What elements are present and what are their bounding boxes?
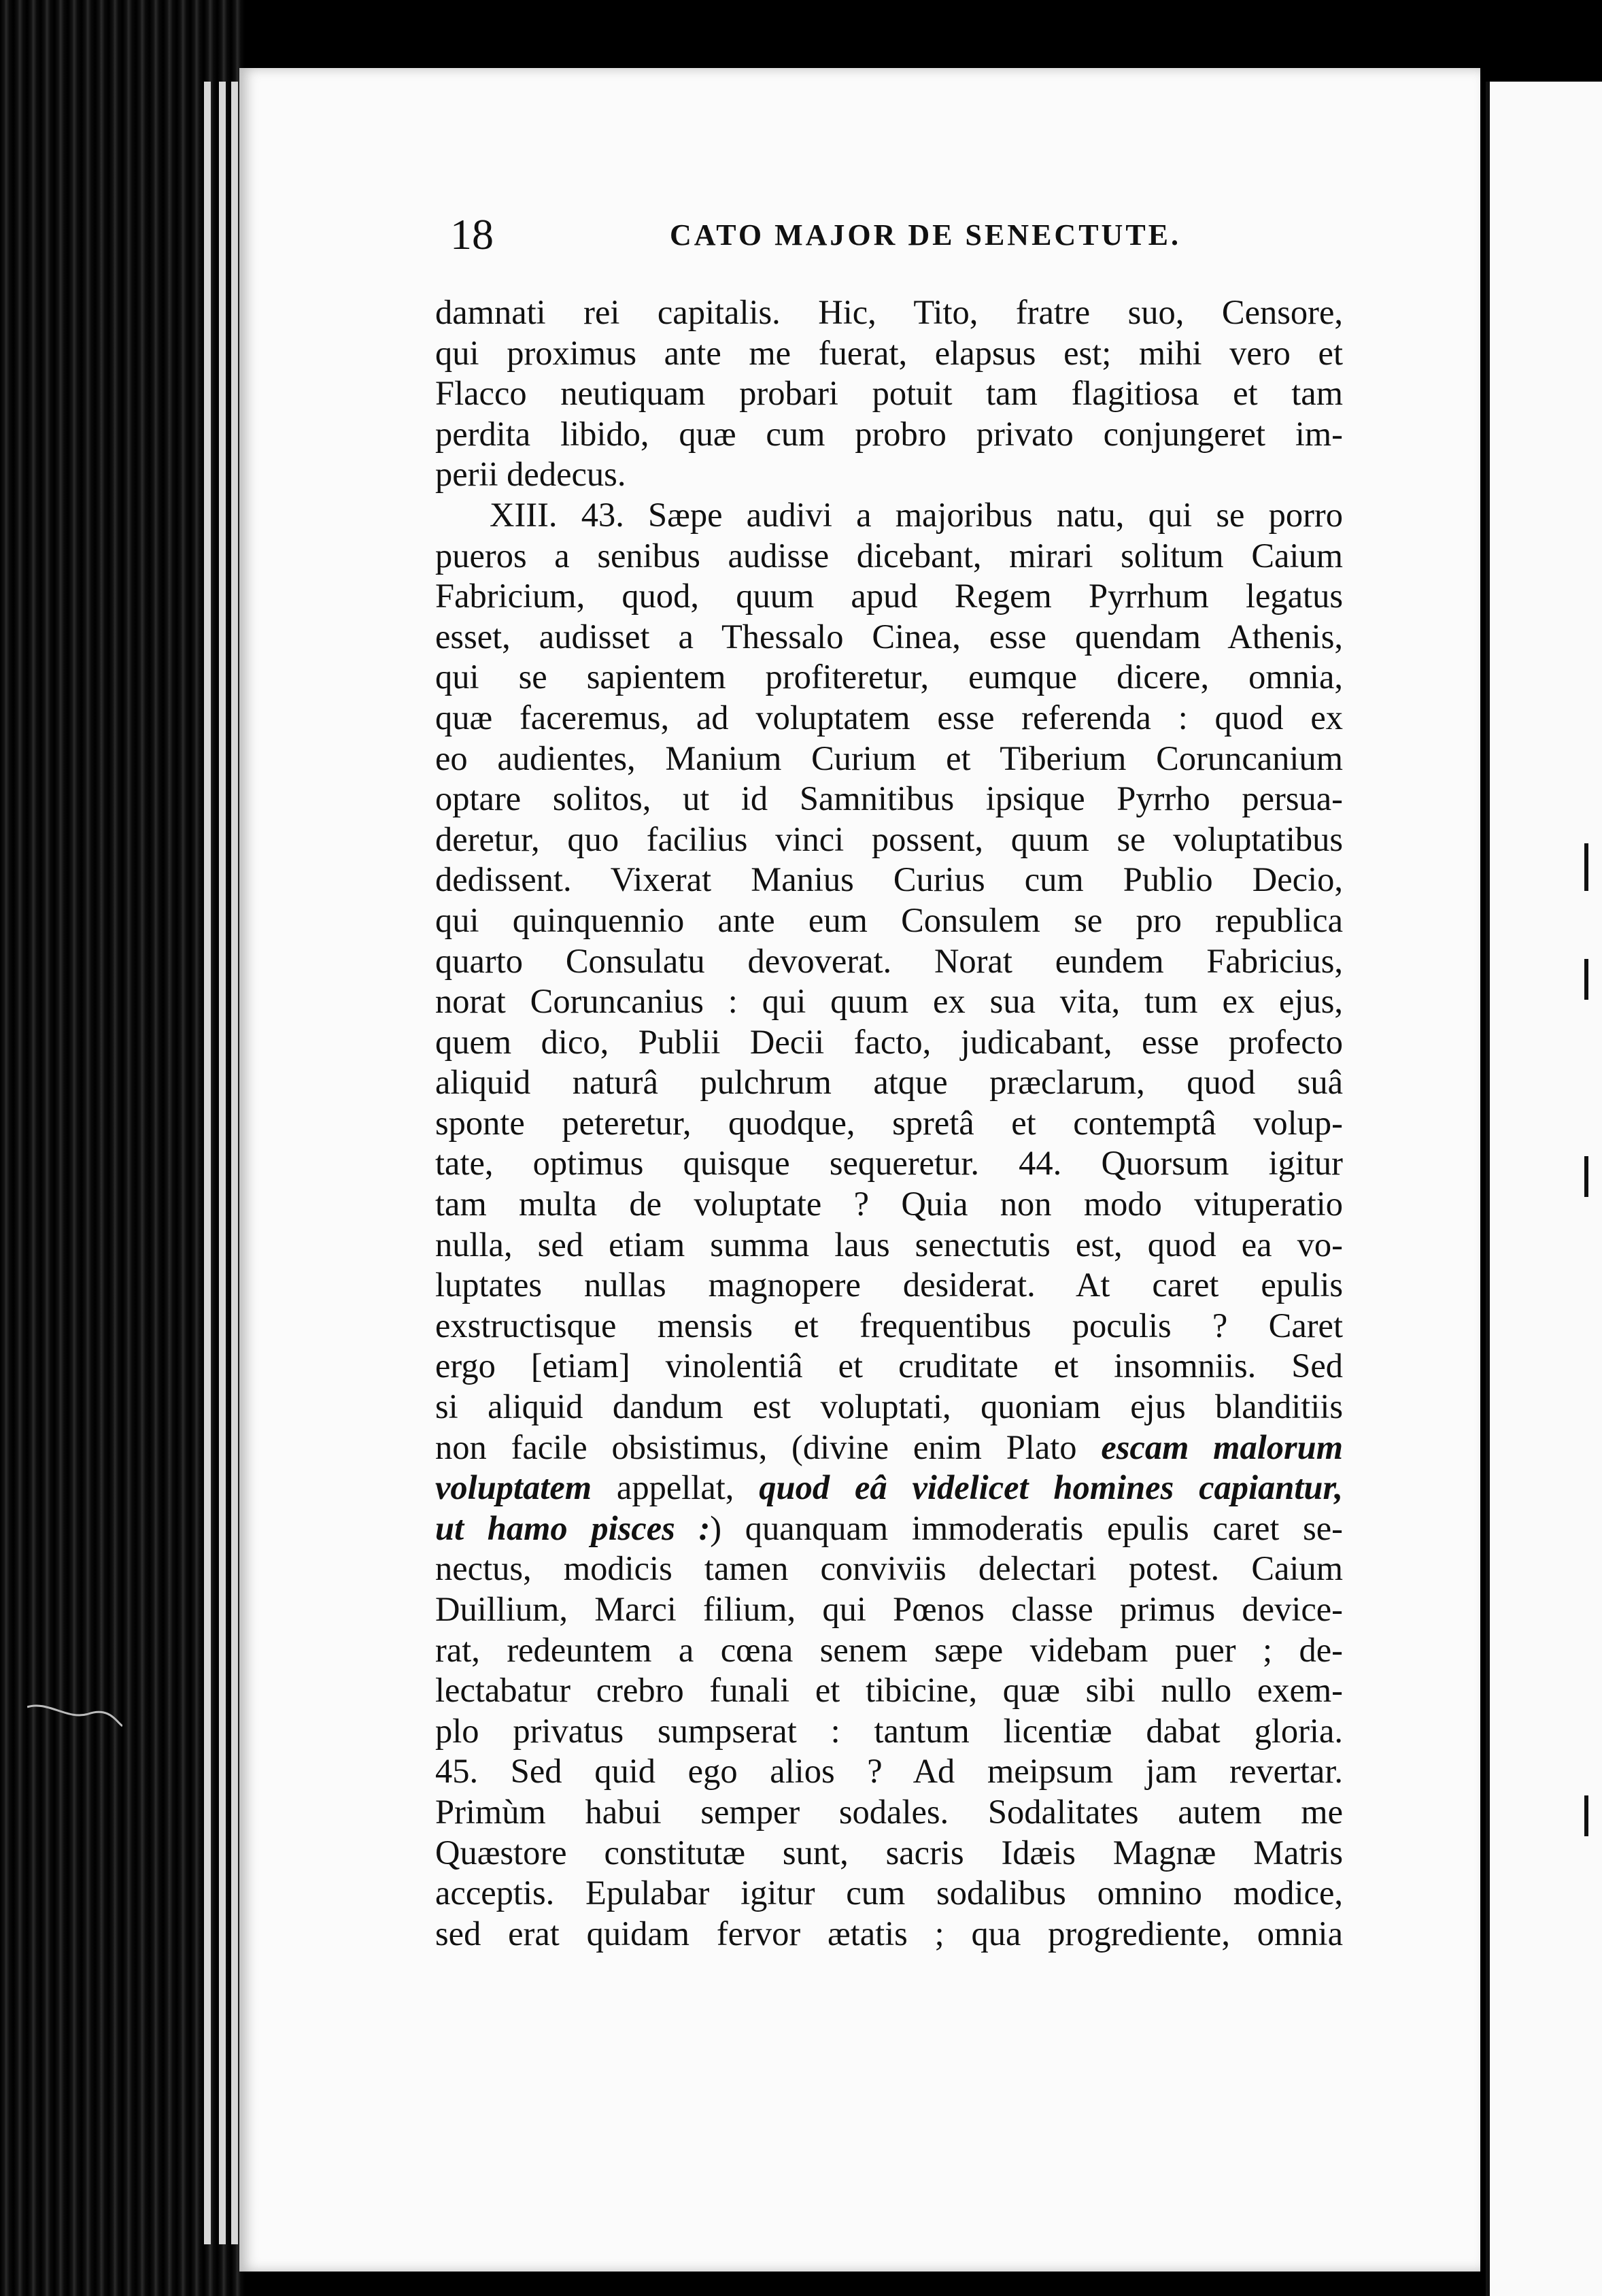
text-line: ergo [etiam] vinolentiâ et cruditate et insomniis. Sed [435, 1347, 1343, 1385]
text-line: lectabatur crebro funali et tibicine, quæ sibi nullo exem- [435, 1671, 1343, 1710]
italic-phrase: escam malorum [1101, 1428, 1344, 1466]
page-edge [231, 82, 238, 2244]
text-line: nulla, sed etiam summa laus senectutis est, quod ea vo- [435, 1225, 1343, 1264]
text-line: tam multa de voluptate ? Quia non modo vituperatio [435, 1185, 1343, 1223]
text-line: Flacco neutiquam probari potuit tam flagitiosa et tam [435, 374, 1343, 413]
text-line: luptates nullas magnopere desiderat. At caret epulis [435, 1266, 1343, 1304]
text-line: Quæstore constitutæ sunt, sacris Idæis Magnæ Matris [435, 1833, 1343, 1872]
page-edge [204, 82, 211, 2244]
text-line: acceptis. Epulabar igitur cum sodalibus omnino modice, [435, 1874, 1343, 1912]
text-run: non facile obsistimus, (divine enim Plato [435, 1428, 1102, 1466]
running-head: CATO MAJOR DE SENECTUTE. [670, 218, 1182, 252]
text-line [435, 1468, 1343, 1508]
text-line: qui quinquennio ante eum Consulem se pro republica [435, 900, 1343, 939]
text-run: appellat, [592, 1468, 760, 1507]
text-line: tate, optimus quisque sequeretur. 44. Quorsum igitur [435, 1144, 1343, 1183]
text-line: aliquid naturâ pulchrum atque præclarum, quod suâ [435, 1063, 1343, 1102]
text-line: norat Coruncanius : qui quum ex sua vita, tum ex ejus, [435, 982, 1343, 1021]
text-line: 45. Sed quid ego alios ? Ad meipsum jam revertar. [435, 1752, 1343, 1791]
edge-mark [1584, 959, 1588, 1000]
text-line: Fabricium, quod, quum apud Regem Pyrrhum legatus [435, 577, 1343, 615]
text-line: Duillium, Marci filium, qui Pœnos classe primus device- [435, 1590, 1343, 1628]
italic-phrase: ut hamo pisces : [435, 1508, 711, 1547]
text-line: exstructisque mensis et frequentibus poculis ? Caret [435, 1306, 1343, 1345]
text-line: quem dico, Publii Decii facto, judicabant, esse profecto [435, 1022, 1343, 1061]
edge-mark [1584, 1795, 1588, 1836]
body-text [435, 292, 1343, 1954]
edge-mark [1584, 843, 1588, 891]
text-line: damnati rei capitalis. Hic, Tito, fratre suo, Censore, [435, 293, 1343, 331]
text-line: nectus, modicis tamen conviviis delectari potest. Caium [435, 1549, 1343, 1588]
text-line: eo audientes, Manium Curium et Tiberium Coruncanium [435, 739, 1343, 777]
text-line: rat, redeuntem a cœna senem sæpe videbam puer ; de- [435, 1630, 1343, 1669]
text-line: dedissent. Vixerat Manius Curius cum Publio Decio, [435, 860, 1343, 899]
italic-phrase: quod eâ videlicet homines capiantur, [759, 1468, 1343, 1507]
text-line: perdita libido, quæ cum probro privato conjungeret im- [435, 414, 1343, 453]
italic-phrase: voluptatem [435, 1468, 592, 1507]
text-line: qui proximus ante me fuerat, elapsus est; mihi vero et [435, 333, 1343, 372]
text-line: plo privatus sumpserat : tantum licentiæ dabat gloria. [435, 1711, 1343, 1750]
text-line: optare solitos, ut id Samnitibus ipsique Pyrrho persua- [435, 779, 1343, 818]
text-line [435, 1428, 1343, 1468]
text-line: esset, audisset a Thessalo Cinea, esse quendam Athenis, [435, 617, 1343, 656]
text-line: quæ faceremus, ad voluptatem esse referenda : quod ex [435, 698, 1343, 737]
text-line: deretur, quo facilius vinci possent, quum se voluptatibus [435, 820, 1343, 858]
text-line: sponte peteretur, quodque, spretâ et contemptâ volup- [435, 1103, 1343, 1142]
text-line: sed erat quidam fervor ætatis ; qua progrediente, omnia [435, 1914, 1343, 1953]
text-run: ) quanquam immoderatis epulis caret se- [710, 1508, 1343, 1547]
edge-mark [1584, 1156, 1588, 1197]
page-stack-edges [0, 0, 245, 2296]
text-line: perii dedecus. [435, 455, 626, 494]
text-line [435, 1508, 1343, 1549]
margin-scribble [27, 1700, 122, 1727]
text-line: quarto Consulatu devoverat. Norat eundem Fabricius, [435, 941, 1343, 980]
text-line: qui se sapientem profiteretur, eumque dicere, omnia, [435, 658, 1343, 696]
page-number: 18 [450, 210, 494, 258]
text-line: si aliquid dandum est voluptati, quoniam ejus blanditiis [435, 1387, 1343, 1426]
text-line: Primùm habui semper sodales. Sodalitates autem me [435, 1792, 1343, 1831]
text-line: XIII. 43. Sæpe audivi a majoribus natu, qui se porro [490, 495, 1343, 534]
text-line: pueros a senibus audisse dicebant, mirari solitum Caium [435, 536, 1343, 575]
page-edge [219, 82, 226, 2244]
